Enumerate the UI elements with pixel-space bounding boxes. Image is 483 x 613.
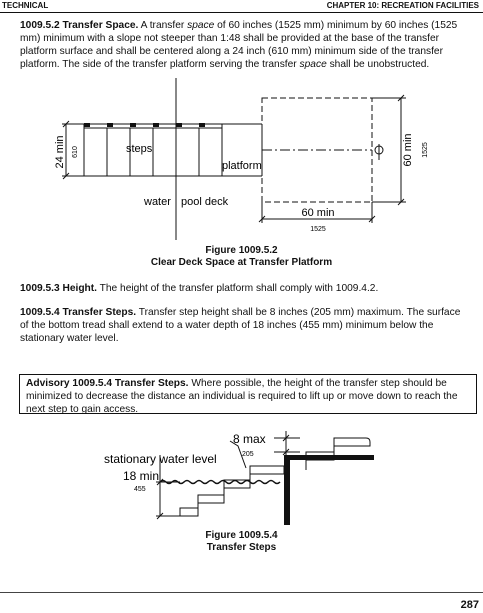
page-number: 287 [460,599,479,611]
figure-2-title: Transfer Steps [206,542,277,553]
label-1525-vertical: 1525 [422,142,429,158]
figure-1-title: Clear Deck Space at Transfer Platform [150,257,333,268]
label-60-min-vertical: 60 min [402,133,414,167]
label-18-min: 18 min [123,469,160,483]
label-455: 455 [134,486,146,493]
label-205: 205 [242,451,254,458]
figure-transfer-platform-diagram [0,75,483,245]
section-1009-5-4-title: 1009.5.4 Transfer Steps. [20,307,137,318]
label-stationary-water-level: stationary water level [104,452,217,466]
label-8-max: 8 max [233,432,266,446]
section-1009-5-4-text: Transfer step height shall be 8 inches (205 mm) maximum. The surface of the bottom tread shall extend to a water depth of 18 inches (455 mm) minimum below the stationary water level. [20,307,461,344]
pool-wall [284,455,374,525]
section-1009-5-2-title: 1009.5.2 Transfer Space. [20,20,139,31]
figure-2-number: Figure 1009.5.4 [205,530,278,541]
section-1009-5-3-title: 1009.5.3 Height. [20,283,98,294]
label-60-min-horizontal: 60 min [301,207,335,219]
section-1009-5-2-text-b: of 60 inches (1525 mm) minimum by 60 inches (1525 mm) minimum with a slope not steeper than 1:48 shall be provided at the base of the transfer platform surface and shall be centered along a 24 inch (610 mm) minimum side of the transfer platform. The side of the transfer platform serving the transfer [20,20,458,70]
running-header [0,0,483,16]
dimension-8-max [274,431,300,459]
label-platform: platform [222,160,262,172]
label-steps: steps [126,143,153,155]
section-1009-5-2 [20,19,470,71]
advisory-title: Advisory 1009.5.4 Transfer Steps. [26,378,189,389]
section-1009-5-3-text: The height of the transfer platform shall comply with 1009.4.2. [99,283,379,294]
label-water: water [144,196,171,208]
header-chapter-title: CHAPTER 10: RECREATION FACILITIES [326,1,479,10]
section-1009-5-2-italic-a: space [187,20,215,31]
header-rule [0,12,483,13]
header-section-label: TECHNICAL [2,1,49,10]
transfer-steps [180,438,370,516]
label-24-min: 24 min [54,135,66,169]
advisory-box [19,374,477,414]
section-1009-5-2-italic-b: space [299,59,327,70]
steps-block [84,124,222,176]
centerline-symbol-icon [375,144,383,160]
label-pool-deck: pool deck [181,196,229,208]
section-1009-5-3 [20,282,470,295]
dimension-60-min-vertical [372,95,406,205]
label-1525-horizontal: 1525 [310,226,326,233]
figure-1-number: Figure 1009.5.2 [205,245,278,256]
footer-rule [0,592,483,593]
figure-transfer-steps-diagram [0,428,483,528]
label-610: 610 [72,146,79,158]
section-1009-5-2-text-c: shall be unobstructed. [329,59,430,70]
section-1009-5-2-text-a: A transfer [140,20,185,31]
advisory-text: Where possible, the height of the transfer step should be minimized to decrease the distance an individual is required to lift up or move down to reach the next step to gain access. [26,378,458,415]
section-1009-5-4 [20,306,470,345]
